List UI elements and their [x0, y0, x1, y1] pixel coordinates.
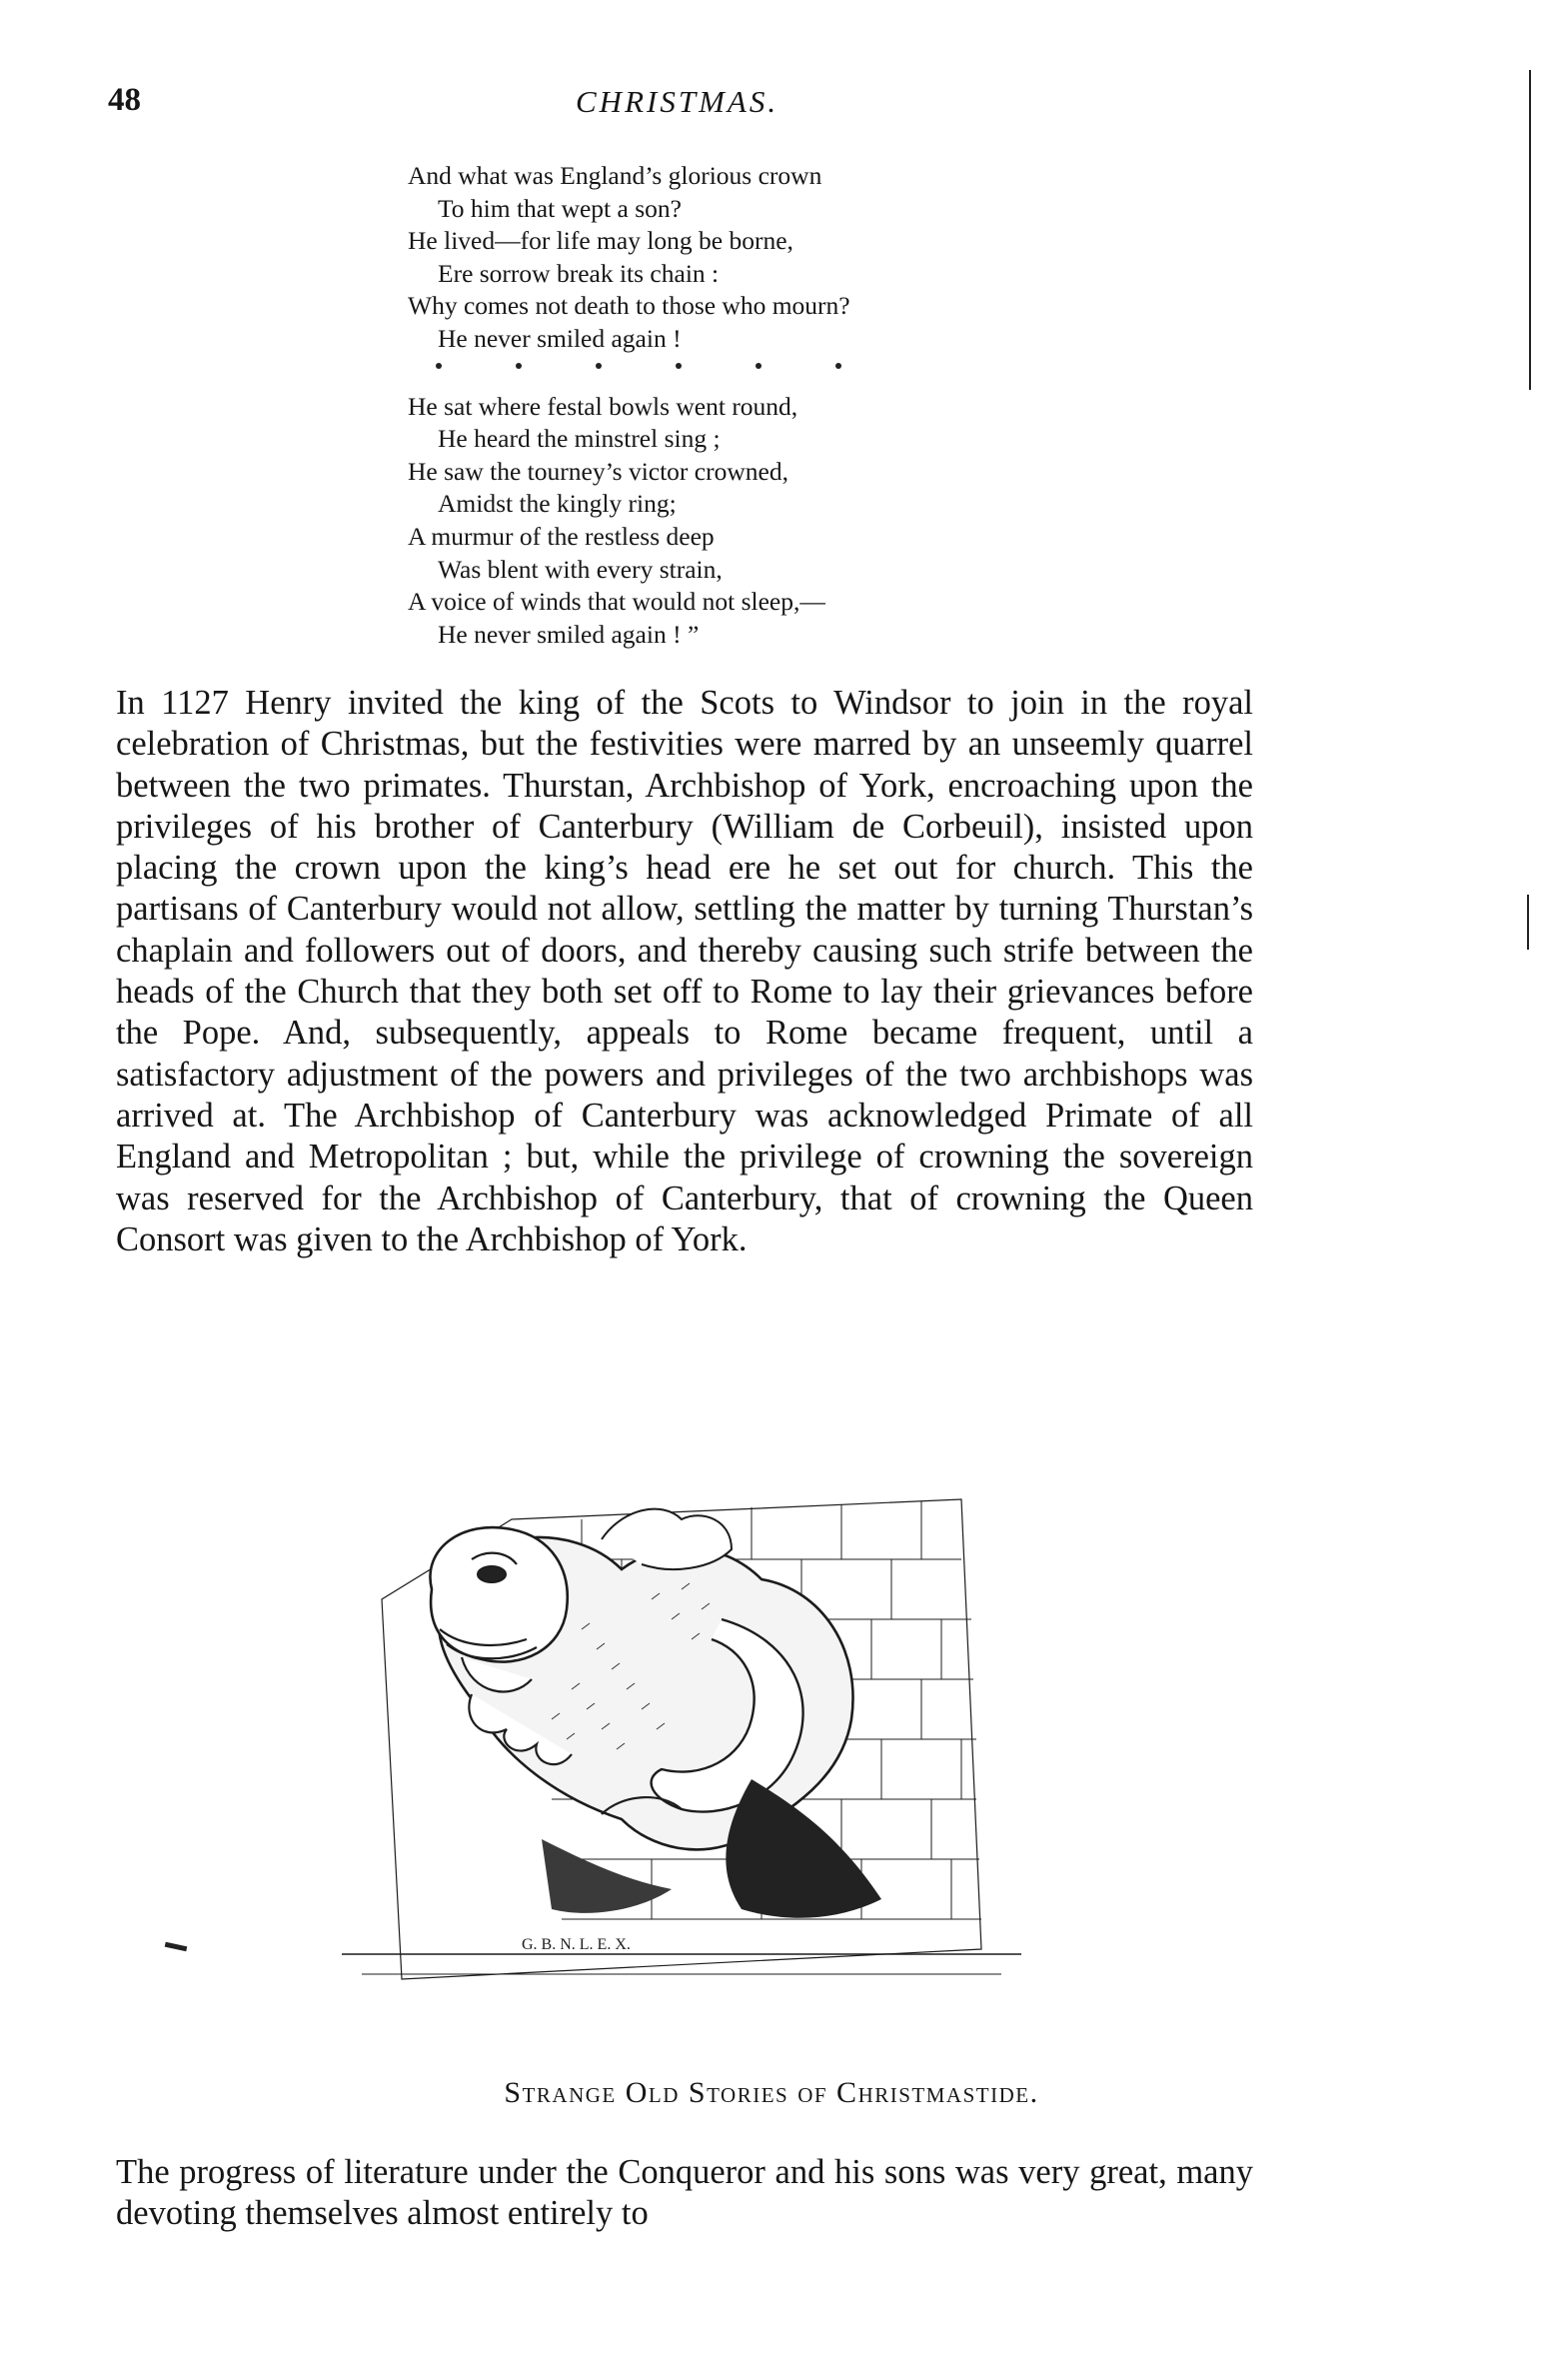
poem-line: He heard the minstrel sing ;: [438, 424, 721, 454]
body-paragraph: [116, 683, 1253, 1260]
page-number: 48: [108, 82, 141, 118]
poem-line: He never smiled again !: [438, 323, 682, 353]
poem: [408, 160, 1107, 651]
poem-line: He never smiled again ! ”: [438, 619, 700, 649]
margin-mark: [165, 1942, 188, 1951]
margin-rule: [1527, 895, 1529, 950]
poem-line: Amidst the kingly ring;: [438, 489, 677, 519]
ellipsis-dots: [408, 356, 1107, 391]
body-paragraph: [116, 2152, 1253, 2235]
margin-rule: [1529, 70, 1531, 390]
poem-line: A murmur of the restless deep: [408, 521, 715, 551]
poem-line: Was blent with every strain,: [438, 554, 723, 584]
poem-line: Ere sorrow break its chain :: [438, 258, 720, 288]
gargoyle-illustration: [322, 1479, 1041, 2029]
poem-line: He sat where festal bowls went round,: [408, 391, 798, 421]
paragraph-text: The progress of literature under the Conqueror and his sons was very great, many devoting themselves almost entirely to: [116, 2153, 1253, 2233]
artist-signature: G. B. N. L. E. X.: [522, 1936, 631, 1953]
poem-line: To him that wept a son?: [438, 193, 682, 223]
poem-line: He lived—for life may long be borne,: [408, 226, 793, 256]
illustration-caption: Strange Old Stories of Christmastide.: [504, 2076, 1039, 2109]
poem-line: And what was England’s glorious crown: [408, 161, 822, 190]
poem-line: A voice of winds that would not sleep,—: [408, 587, 825, 617]
paragraph-text: In 1127 Henry invited the king of the Scots to Windsor to join in the royal celebration of Christmas, but the festivities were marred by an unseemly quarrel between the two primates. Thurstan, Archbishop of York, encroaching upon the privileges of his brother of Canterbury (William de Corbeuil), insisted upon placing the crown upon the king’s head ere he set out for church. This the partisans of Canterbury would not allow, settling the matter by turning Thurstan’s chaplain and followers out of doors, and thereby causing such strife between the heads of the Church that they both set off to Rome to lay their grievances before the Pope. And, subsequently, appeals to Rome became frequent, until a satisfactory adjustment of the powers and privileges of the two archbishops was arrived at. The Archbishop of Canterbury was acknowledged Primate of all England and Metropolitan ; but, while the privilege of crowning the sovereign was reserved for the Archbishop of Canterbury, that of crowning the Queen Consort was given to the Archbishop of York.: [116, 684, 1253, 1258]
running-title: CHRISTMAS.: [576, 84, 779, 119]
poem-line: Why comes not death to those who mourn?: [408, 291, 850, 321]
poem-line: He saw the tourney’s victor crowned,: [408, 456, 788, 486]
